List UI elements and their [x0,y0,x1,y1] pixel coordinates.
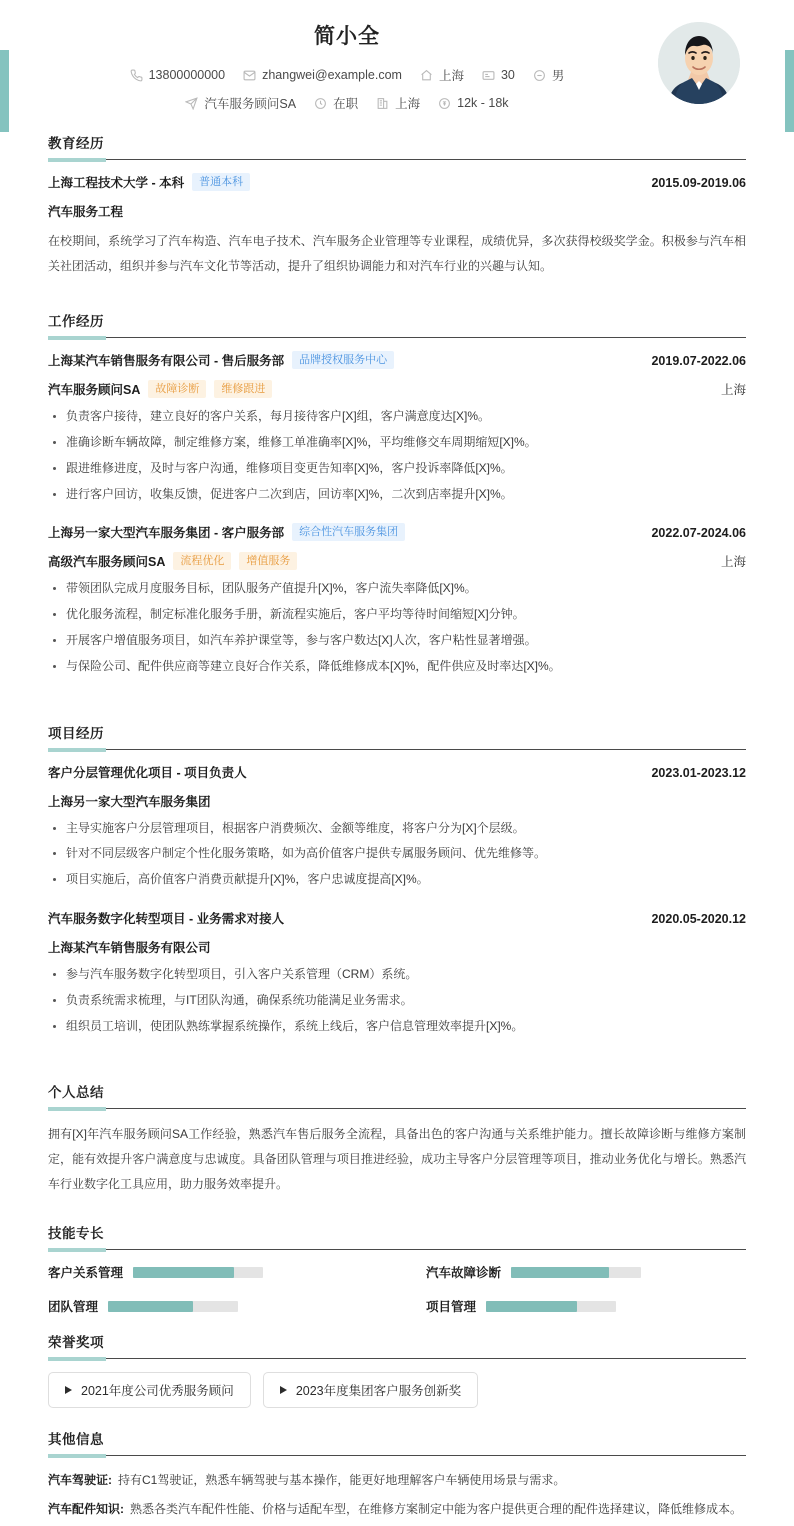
job-target [185,94,296,112]
contact-gender [533,66,565,84]
skill-label: 团队管理 [48,1300,99,1315]
list-item: 准确诊断车辆故障，制定维修方案，维修工单准确率[X]%，平均维修交车周期缩短[X]%。 [48,430,746,456]
list-item: 跟进维修进度，及时与客户沟通，维修项目变更告知率[X]%，客户投诉率降低[X]%。 [48,456,746,482]
skill-progress-fill [108,1301,193,1312]
right-accent-bar [785,50,794,132]
contact-age [482,68,515,82]
work-entry-left [48,523,405,541]
resume-header [48,0,746,128]
job-status-value: 在职 [333,97,359,111]
company-tag: 综合性汽车服务集团 [292,523,405,541]
list-item: 组织员工培训，使团队熟练掌握系统操作，系统上线后，客户信息管理效率提升[X]%。 [48,1014,746,1040]
education-entry-header [48,173,746,191]
section-education [48,132,746,278]
contact-city [420,66,464,84]
other-info-row [48,1498,746,1521]
other-info-label: 汽车配件知识: [48,1501,124,1516]
education-description: 在校期间，系统学习了汽车构造、汽车电子技术、汽车服务企业管理等专业课程，成绩优异，多次获得校级奖学金。积极参与汽车相关社团活动，组织并参与汽车文化节等活动，提升了组织协调能力和对汽车行业的兴趣与认知。 [48,234,746,273]
award-chip[interactable] [48,1372,251,1408]
section-title: 荣誉奖项 [48,1335,104,1351]
building-icon [376,97,389,110]
work-entry-header [48,351,746,369]
list-item: 与保险公司、配件供应商等建立良好合作关系，降低维修成本[X]%，配件供应及时率达[X]%。 [48,654,746,680]
section-projects [48,722,746,1040]
work-date: 2019.07-2022.06 [651,354,746,369]
section-header-projects [48,722,746,750]
paper-plane-icon [185,97,198,110]
section-title: 项目经历 [48,725,104,741]
salary-icon [438,97,451,110]
salary-expectation [438,96,508,110]
project-entry [48,909,746,1039]
id-card-icon [482,69,495,82]
other-info-value: 持有C1驾驶证，熟悉车辆驾驶与基本操作，能更好地理解客户车辆使用场景与需求。 [118,1473,566,1488]
job-status [314,94,358,112]
education-major: 汽车服务工程 [48,205,124,219]
section-header-education [48,132,746,160]
project-name: 汽车服务数字化转型项目 - 业务需求对接人 [48,911,285,926]
work-date: 2022.07-2024.06 [651,526,746,541]
work-entry-header [48,523,746,541]
school-name: 上海工程技术大学 - 本科 [48,176,185,190]
work-role-row [48,380,746,398]
role-tag: 增值服务 [239,552,297,570]
company-tag: 品牌授权服务中心 [292,351,394,369]
project-entry [48,763,746,893]
project-entry-header [48,909,746,927]
role-tag: 流程优化 [173,552,231,570]
contact-email-value: zhangwei@example.com [262,68,402,82]
skill-item [426,1263,746,1281]
work-entry [48,523,746,679]
skill-label: 客户关系管理 [48,1266,124,1281]
contact-phone-value: 13800000000 [148,68,226,82]
contact-row-primary [48,66,746,84]
award-chip[interactable] [263,1372,478,1408]
work-entry-left [48,351,394,369]
list-item: 优化服务流程，制定标准化服务手册，新流程实施后，客户平均等待时间缩短[X]分钟。 [48,602,746,628]
section-title: 技能专长 [48,1226,104,1242]
list-item: 项目实施后，高价值客户消费贡献提升[X]%，客户忠诚度提高[X]%。 [48,867,746,893]
contact-city-value: 上海 [438,69,464,83]
status-icon [314,97,327,110]
role-tag: 故障诊断 [148,380,206,398]
award-label: 2021年度公司优秀服务顾问 [81,1384,234,1399]
contact-gender-value: 男 [551,69,565,83]
job-title: 高级汽车服务顾问SA [48,555,166,570]
mail-icon [243,69,256,82]
award-label: 2023年度集团客户服务创新奖 [295,1384,462,1399]
section-title: 教育经历 [48,136,104,151]
role-tag: 维修跟进 [214,380,272,398]
gender-icon [533,69,546,82]
project-org: 上海某汽车销售服务有限公司 [48,940,211,955]
list-item: 开展客户增值服务项目，如汽车养护课堂等，参与客户数达[X]人次，客户粘性显著增强。 [48,628,746,654]
left-accent-bar [0,50,9,132]
job-city [376,94,420,112]
play-triangle-icon [280,1386,287,1394]
list-item: 负责客户接待，建立良好的客户关系，每月接待客户[X]组，客户满意度达[X]%。 [48,404,746,430]
section-work [48,310,746,679]
phone-icon [130,69,143,82]
page-title: 简小全 [314,25,380,48]
project-org: 上海另一家大型汽车服务集团 [48,794,211,809]
skill-label: 项目管理 [426,1300,477,1315]
skill-progress-fill [511,1267,609,1278]
skill-progress-track [133,1267,263,1278]
skill-item [426,1297,746,1315]
work-location: 上海 [720,383,746,398]
section-title: 个人总结 [48,1085,104,1101]
work-role-left [48,380,272,398]
skills-grid [48,1263,746,1315]
skill-label: 汽车故障诊断 [426,1266,502,1281]
other-info-value: 熟悉各类汽车配件性能、价格与适配车型，在维修方案制定中能为客户提供更合理的配件选择建议，降低维修成本。 [130,1501,743,1516]
section-awards [48,1331,746,1408]
work-bullets [48,404,746,507]
work-role-row [48,552,746,570]
list-item: 带领团队完成月度服务目标，团队服务产值提升[X]%，客户流失率降低[X]%。 [48,576,746,602]
project-bullets [48,962,746,1039]
section-header-work [48,310,746,338]
contact-phone [130,68,225,82]
education-entry [48,173,746,278]
section-title: 其他信息 [48,1432,104,1448]
job-target-value: 汽车服务顾问SA [204,97,297,111]
project-name: 客户分层管理优化项目 - 项目负责人 [48,765,247,780]
awards-list [48,1372,746,1408]
other-info-row [48,1469,746,1492]
avatar [658,22,740,104]
project-date: 2023.01-2023.12 [651,765,746,780]
section-other-info [48,1428,746,1521]
list-item: 参与汽车服务数字化转型项目，引入客户关系管理（CRM）系统。 [48,962,746,988]
work-entry [48,351,746,507]
contact-age-value: 30 [500,68,515,82]
project-bullets [48,816,746,893]
job-title: 汽车服务顾问SA [48,383,141,398]
section-summary [48,1081,746,1196]
skill-progress-fill [486,1301,577,1312]
section-header-other [48,1428,746,1456]
work-bullets [48,576,746,679]
play-triangle-icon [65,1386,72,1394]
section-skills [48,1222,746,1315]
education-entry-left [48,173,250,191]
company-name: 上海某汽车销售服务有限公司 - 售后服务部 [48,354,285,369]
education-date: 2015.09-2019.06 [651,176,746,190]
job-city-value: 上海 [395,97,421,111]
section-title: 工作经历 [48,314,104,330]
school-tag: 普通本科 [192,173,250,191]
section-header-summary [48,1081,746,1109]
list-item: 进行客户回访，收集反馈，促进客户二次到店，回访率[X]%，二次到店率提升[X]%。 [48,482,746,508]
project-entry-header [48,763,746,781]
list-item: 主导实施客户分层管理项目，根据客户消费频次、金额等维度，将客户分为[X]个层级。 [48,816,746,842]
company-name: 上海另一家大型汽车服务集团 - 客户服务部 [48,526,285,541]
skill-progress-track [108,1301,238,1312]
skill-progress-track [511,1267,641,1278]
work-location: 上海 [720,555,746,570]
skill-item [48,1297,368,1315]
work-role-left [48,552,297,570]
skill-progress-fill [133,1267,234,1278]
list-item: 针对不同层级客户制定个性化服务策略，如为高价值客户提供专属服务顾问、优先维修等。 [48,841,746,867]
other-info-label: 汽车驾驶证: [48,1473,112,1488]
project-date: 2020.05-2020.12 [651,911,746,926]
section-header-skills [48,1222,746,1250]
salary-value: 12k - 18k [457,96,509,110]
skill-item [48,1263,368,1281]
section-header-awards [48,1331,746,1359]
skill-progress-track [486,1301,616,1312]
summary-text: 拥有[X]年汽车服务顾问SA工作经验，熟悉汽车售后服务全流程，具备出色的客户沟通与关系维护能力。擅长故障诊断与维修方案制定，能有效提升客户满意度与忠诚度。具备团队管理与项目推进经验，成功主导客户分层管理等项目，推动业务优化与增长。熟悉汽车行业数字化工具应用，助力服务效率提升。 [48,1127,746,1191]
list-item: 负责系统需求梳理，与IT团队沟通，确保系统功能满足业务需求。 [48,988,746,1014]
contact-row-secondary [48,94,746,112]
contact-email [243,68,402,82]
home-icon [420,69,433,82]
